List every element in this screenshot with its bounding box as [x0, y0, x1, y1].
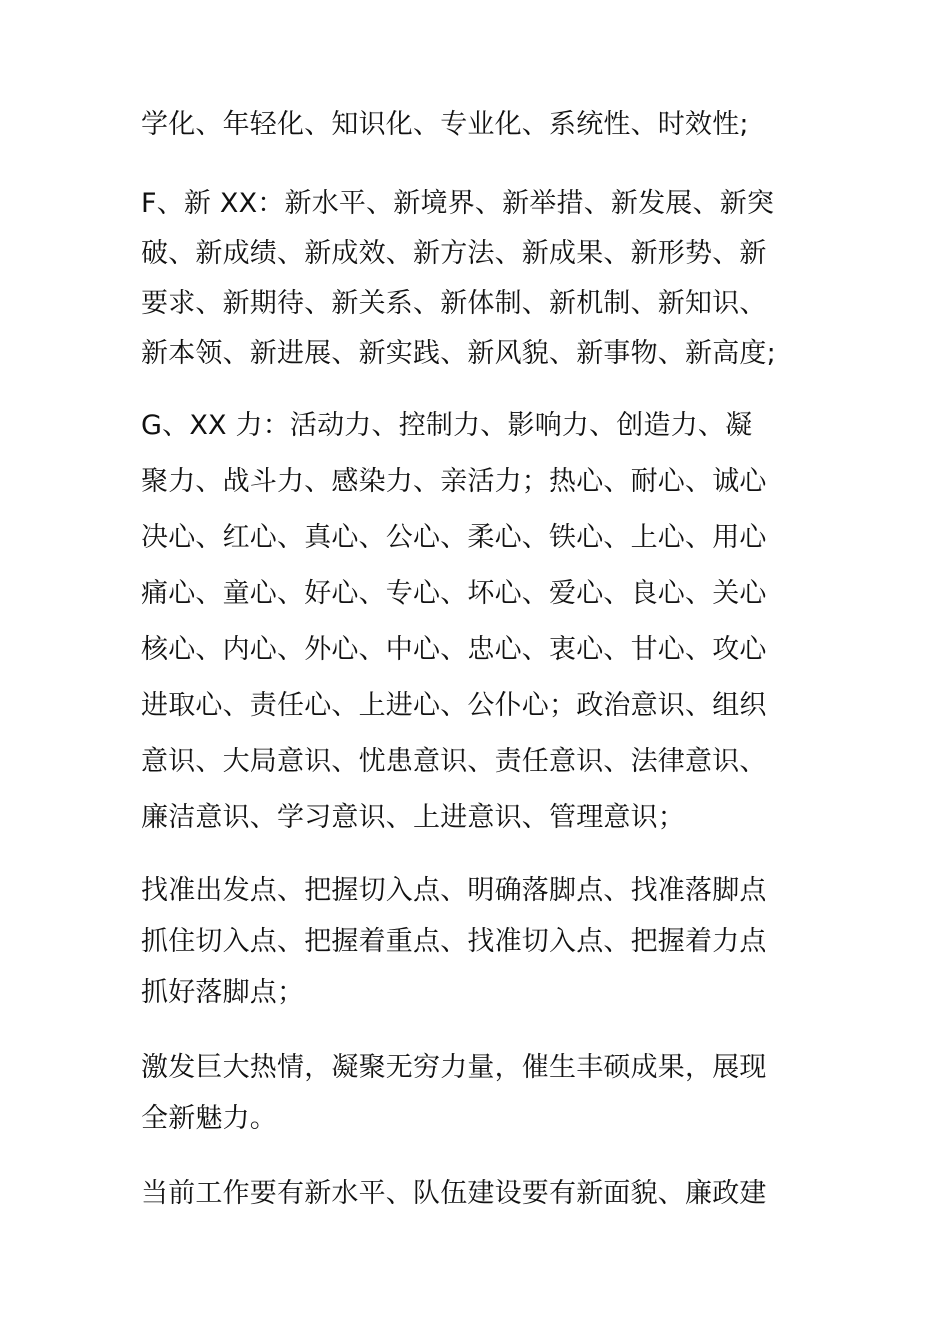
text-line: 学化、年轻化、知识化、专业化、系统性、时效性;	[141, 109, 749, 140]
text-line: 激发巨大热情，凝聚无穷力量，催生丰硕成果，展现	[141, 1052, 767, 1083]
text-line: 新本领、新进展、新实践、新风貌、新事物、新高度;	[141, 338, 776, 369]
text-line: 意识、大局意识、忧患意识、责任意识、法律意识、	[141, 746, 767, 777]
text-line: 抓好落脚点；	[141, 977, 305, 1008]
text-line: 核心、内心、外心、中心、忠心、衷心、甘心、攻心	[141, 634, 767, 665]
text-line: G、XX 力：活动力、控制力、影响力、创造力、凝	[141, 410, 753, 441]
text-line: 要求、新期待、新关系、新体制、新机制、新知识、	[141, 288, 767, 319]
paragraph-1	[141, 100, 821, 150]
paragraph-5	[141, 1042, 821, 1144]
text-line: 聚力、战斗力、感染力、亲活力；热心、耐心、诚心	[141, 466, 767, 497]
text-line: 抓住切入点、把握着重点、找准切入点、把握着力点	[141, 926, 767, 957]
paragraph-2	[141, 179, 821, 379]
text-line: 进取心、责任心、上进心、公仆心；政治意识、组织	[141, 690, 767, 721]
text-line: 全新魅力。	[141, 1103, 277, 1134]
text-line: 当前工作要有新水平、队伍建设要有新面貌、廉政建	[141, 1178, 767, 1209]
paragraph-4	[141, 865, 821, 1018]
text-line: 痛心、童心、好心、专心、坏心、爱心、良心、关心	[141, 578, 767, 609]
paragraph-3	[141, 398, 821, 846]
text-line: 找准出发点、把握切入点、明确落脚点、找准落脚点	[141, 875, 767, 906]
text-line: 破、新成绩、新成效、新方法、新成果、新形势、新	[141, 238, 767, 269]
text-line: 廉洁意识、学习意识、上进意识、管理意识；	[141, 802, 685, 833]
paragraph-6	[141, 1169, 821, 1219]
text-line: 决心、红心、真心、公心、柔心、铁心、上心、用心	[141, 522, 767, 553]
text-line: F、新 XX：新水平、新境界、新举措、新发展、新突	[141, 188, 775, 219]
